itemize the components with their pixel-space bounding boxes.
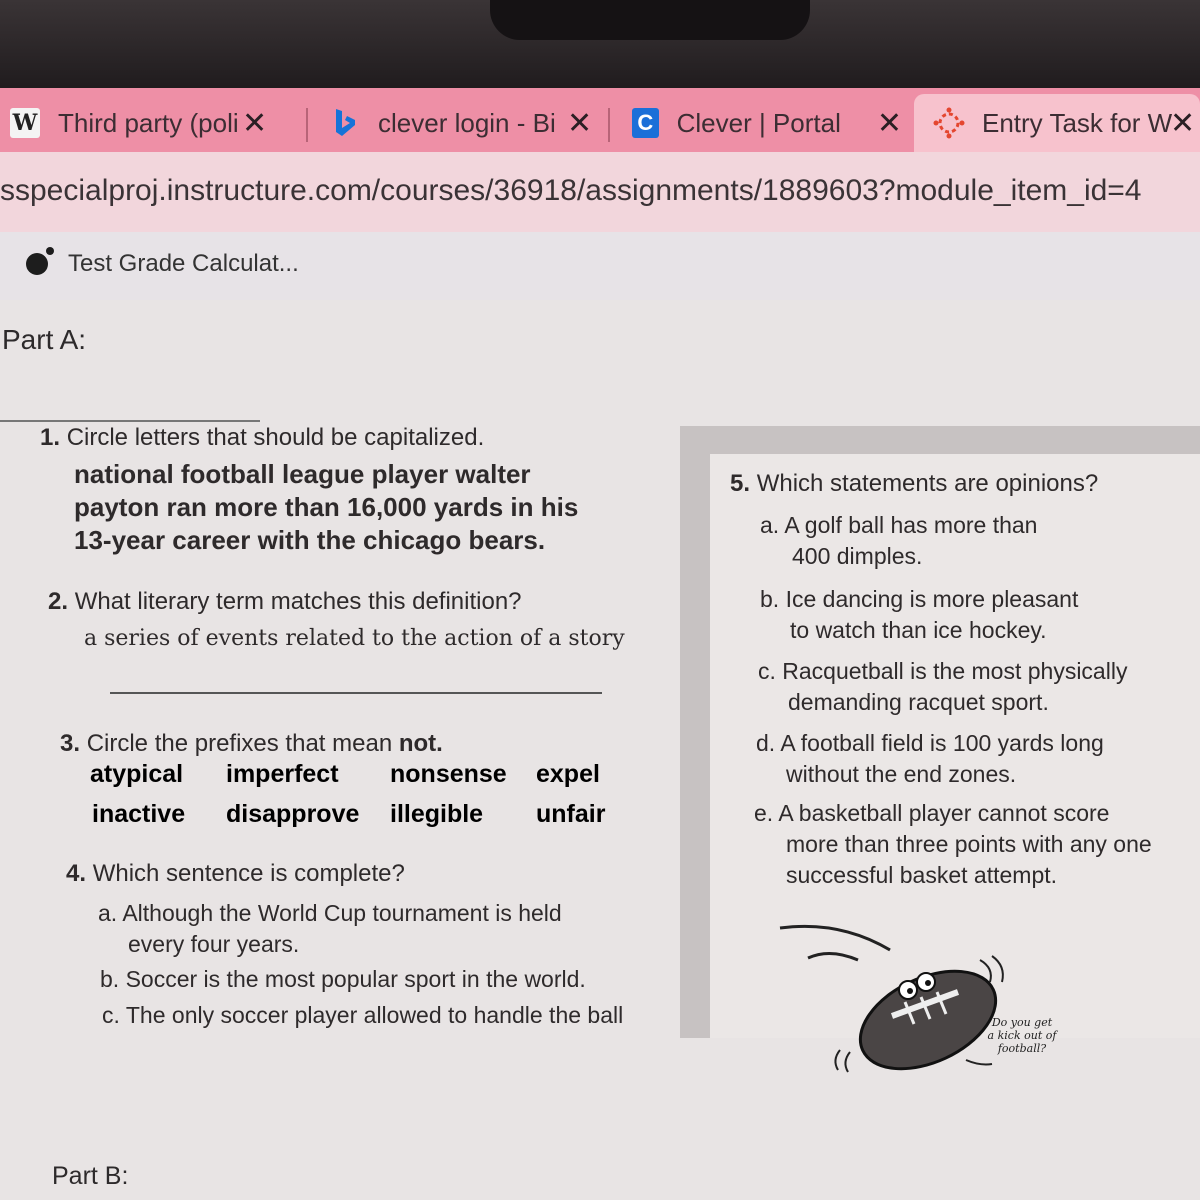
question-4-prompt: 4. Which sentence is complete? xyxy=(66,860,405,887)
question-5-option-c: c. Racquetball is the most physically demanding racquet sport. xyxy=(758,658,1128,715)
bookmark-label: Test Grade Calculat... xyxy=(68,250,299,277)
answer-line xyxy=(110,692,602,694)
wikipedia-icon: W xyxy=(10,108,40,138)
question-2-prompt: 2. What literary term matches this definition? xyxy=(48,588,522,615)
cartoon-speech-bubble: Do you get a kick out of football? xyxy=(987,1016,1057,1055)
question-3-prompt: 3. Circle the prefixes that mean not. xyxy=(60,730,443,757)
address-bar[interactable] xyxy=(0,152,1200,232)
part-a-heading: Part A: xyxy=(2,324,87,355)
tab-label: Entry Task for W xyxy=(982,107,1173,138)
prefix-word[interactable]: nonsense xyxy=(390,760,507,788)
bookmark-favicon-icon xyxy=(26,253,48,275)
close-icon[interactable]: ✕ xyxy=(242,106,268,140)
url-text[interactable]: sspecialproj.instructure.com/courses/36918/assignments/1889603?module_item_id=4 xyxy=(0,174,1142,207)
prefix-word[interactable]: imperfect xyxy=(226,760,339,788)
question-5-option-e: e. A basketball player cannot score more than three points with any one successful basket attempt. xyxy=(754,800,1152,888)
football-cartoon xyxy=(780,920,1080,1095)
tab-entry-task[interactable] xyxy=(914,94,1200,152)
question-5-option-a: a. A golf ball has more than 400 dimples. xyxy=(760,512,1038,569)
prefix-word[interactable]: expel xyxy=(536,760,600,788)
prefix-word[interactable]: disapprove xyxy=(226,800,360,828)
bookmark-item[interactable] xyxy=(26,250,299,278)
close-icon[interactable]: ✕ xyxy=(876,106,902,140)
question-4-option-c: c. The only soccer player allowed to handle the ball xyxy=(102,1002,624,1028)
screen-bezel xyxy=(0,0,1200,95)
close-icon[interactable]: ✕ xyxy=(567,106,593,140)
question-4-option-b: b. Soccer is the most popular sport in the world. xyxy=(100,966,586,992)
question-5-option-b: b. Ice dancing is more pleasant to watch than ice hockey. xyxy=(760,586,1079,643)
question-2-definition: a series of events related to the action of a story xyxy=(84,626,625,651)
tab-separator xyxy=(306,108,308,142)
close-icon[interactable]: ✕ xyxy=(1170,106,1196,140)
football-icon xyxy=(780,920,1080,1090)
tab-label: clever login - Bi xyxy=(378,107,556,138)
tab-separator xyxy=(608,108,610,142)
tab-label: Clever | Portal xyxy=(676,107,841,138)
camera-notch xyxy=(490,0,810,40)
assignment-page xyxy=(0,300,1200,1200)
tab-clever-login[interactable] xyxy=(330,94,595,152)
bookmarks-bar xyxy=(0,232,1200,300)
question-1-text: national football league player walter payton ran more than 16,000 yards in his 13-year career with the chicago bears. xyxy=(74,459,579,555)
tab-label: Third party (poli xyxy=(58,107,239,138)
tab-strip xyxy=(0,88,1200,152)
part-b-heading: Part B: xyxy=(52,1162,129,1190)
canvas-icon xyxy=(934,108,964,138)
prefix-word[interactable]: inactive xyxy=(92,800,186,828)
divider xyxy=(0,420,260,422)
question-5-option-d: d. A football field is 100 yards long without the end zones. xyxy=(756,730,1104,787)
question-5-prompt: 5. Which statements are opinions? xyxy=(730,470,1099,497)
tab-clever-portal[interactable] xyxy=(632,94,902,152)
bing-icon xyxy=(330,108,360,138)
question-1-prompt: 1. Circle letters that should be capitalized. xyxy=(40,424,485,451)
question-4-option-a: a. Although the World Cup tournament is held every four years. xyxy=(98,900,562,957)
prefix-word[interactable]: illegible xyxy=(390,800,484,828)
tab-third-party[interactable] xyxy=(10,94,295,152)
clever-icon: C xyxy=(632,108,659,138)
prefix-word[interactable]: unfair xyxy=(536,800,606,828)
prefix-word[interactable]: atypical xyxy=(90,760,184,788)
